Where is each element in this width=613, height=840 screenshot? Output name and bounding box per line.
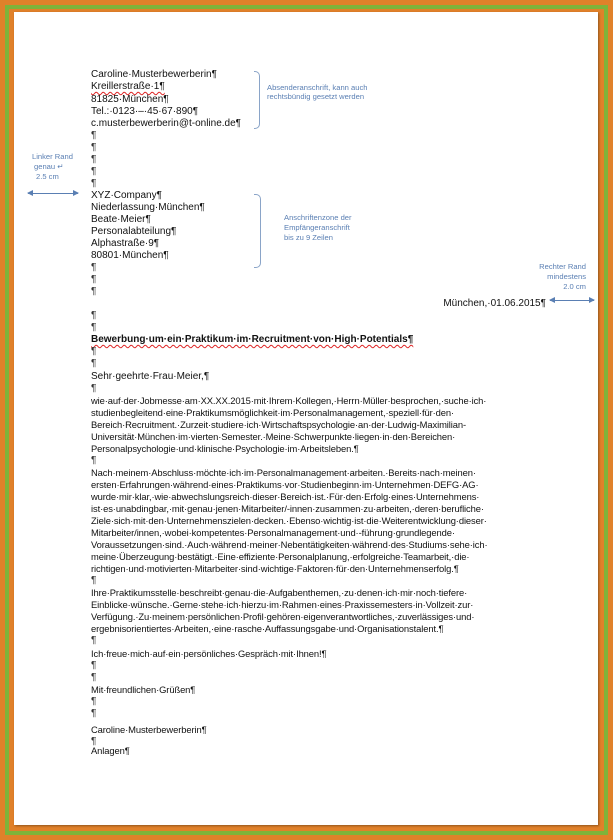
recipient-line-3: Beate·Meier¶ [91, 214, 151, 225]
subject-text: Bewerbung·um·ein·Praktikum·im·Recruitment·von·High·Potentials¶ [91, 334, 414, 345]
recipient-line-6: 80801·München¶ [91, 250, 169, 261]
para1-line: Bereich·Recruitment.·Zurzeit·studiere·ich·Wirtschaftspsychologie·an·der·Ludwig-Maximilian- [91, 419, 466, 430]
para3-line: Einblicke·wünsche.·Gerne·stehe·ich·hierzu·im·Rahmen·eines·Praxissemesters·in·Vollzeit·zur· [91, 599, 474, 610]
annotation-right-margin-2: mindestens [547, 272, 586, 281]
empty-paragraph: ¶ [91, 178, 97, 189]
para1-line: Universität·München·im·vierten·Semester.·Meine·Schwerpunkte·liegen·in·den·Bereichen· [91, 431, 456, 442]
sender-brace [254, 71, 260, 129]
empty-paragraph: ¶ [91, 383, 97, 394]
empty-paragraph: ¶ [91, 130, 97, 141]
empty-paragraph: ¶ [91, 455, 97, 466]
para2-line: meine·Überzeugung·bestätigt.·Eine·effiziente·Personalplanung,·erfolgreiche·Teamarbeit,·die· [91, 551, 470, 562]
annotation-right-margin-3: 2.0 cm [563, 282, 586, 291]
para2-line: Nach·meinem·Abschluss·möchte·ich·im·Personalmanagement·arbeiten.·Bereits·nach·meinen· [91, 467, 476, 478]
empty-paragraph: ¶ [91, 346, 97, 357]
recipient-brace [254, 194, 261, 268]
salutation: Sehr·geehrte·Frau·Meier,¶ [91, 371, 210, 382]
recipient-line-1: XYZ·Company¶ [91, 190, 162, 201]
recipient-line-4: Personalabteilung¶ [91, 226, 177, 237]
empty-paragraph: ¶ [91, 166, 97, 177]
annotation-address-zone-3: bis zu 9 Zeilen [284, 233, 333, 242]
empty-paragraph: ¶ [91, 635, 97, 646]
empty-paragraph: ¶ [91, 310, 97, 321]
para3-line: Verfügung.·Zu·meinem·persönlichen·Profil·gehören·eigenverantwortliches,·zuverlässiges·und· [91, 611, 475, 622]
empty-paragraph: ¶ [91, 696, 97, 707]
sender-street [91, 81, 165, 93]
recipient-line-5: Alphastraße·9¶ [91, 238, 160, 249]
attachments: Anlagen¶ [91, 745, 130, 756]
para1-line: Personalpsychologie·und·klinische·Psychologie·im·Arbeitsleben.¶ [91, 443, 359, 454]
sender-name: Caroline·Musterbewerberin¶ [91, 69, 217, 80]
date-line: München,·01.06.2015¶ [443, 298, 546, 309]
annotation-sender-note-2: rechtsbündig gesetzt werden [267, 92, 365, 101]
annotation-left-margin-2: genau ↵ [34, 162, 64, 171]
signature-name: Caroline·Musterbewerberin¶ [91, 724, 207, 735]
sender-city: 81825·München¶ [91, 94, 169, 105]
greeting: Mit·freundlichen·Grüßen¶ [91, 684, 196, 695]
annotation-address-zone-2: Empfängeranschrift [284, 223, 350, 232]
para3-line: ergebnisorientiertes·Arbeiten,·eine·rasche·Auffassungsgabe·und·Organisationstalent.¶ [91, 623, 444, 634]
annotation-right-margin-1: Rechter Rand [539, 262, 586, 271]
empty-paragraph: ¶ [91, 286, 97, 297]
empty-paragraph: ¶ [91, 575, 97, 586]
recipient-line-2: Niederlassung·München¶ [91, 202, 205, 213]
sender-phone: Tel.:·0123·–·45·67·890¶ [91, 106, 199, 117]
annotation-left-margin-3: 2.5 cm [36, 172, 59, 181]
empty-paragraph: ¶ [91, 672, 97, 683]
empty-paragraph: ¶ [91, 274, 97, 285]
right-margin-arrow-icon [550, 300, 594, 301]
closing-sentence: Ich·freue·mich·auf·ein·persönliches·Gespräch·mit·Ihnen!¶ [91, 648, 327, 659]
para2-line: wurde·mir·klar,·wie·abwechslungsreich·dieser·Bereich·ist.·Für·den·Erfolg·eines·Unternehmens· [91, 491, 480, 502]
empty-paragraph: ¶ [91, 358, 97, 369]
para1-line: wie·auf·der·Jobmesse·am·XX.XX.2015·mit·Ihrem·Kollegen,·Herrn·Müller·besprochen,·suche·ich· [91, 395, 487, 406]
para2-line: richtigen·und·motivierten·Mitarbeiter·sind·wichtige·Faktoren·für·den·Unternehmenserfolg.¶ [91, 563, 459, 574]
sender-street-text: Kreillerstraße·1¶ [91, 81, 165, 92]
empty-paragraph: ¶ [91, 708, 97, 719]
annotation-left-margin-1: Linker Rand [32, 152, 73, 161]
para2-line: ist·es·unabdingbar,·mit·genau·jenen·Mitarbeiter/-innen·zusammen·zu·arbeiten,·deren·berufliche· [91, 503, 484, 514]
para1-line: studienbegleitend·eine·Praktikumsmöglichkeit·im·Personalmanagement,·speziell·für·den· [91, 407, 455, 418]
empty-paragraph: ¶ [91, 142, 97, 153]
empty-paragraph: ¶ [91, 736, 97, 747]
para2-line: Mitarbeiter/innen,·wobei·kompetentes·Personalmanagement·und·-führung·grundlegende· [91, 527, 455, 538]
subject-line [91, 334, 413, 346]
empty-paragraph: ¶ [91, 660, 97, 671]
annotation-sender-note-1: Absenderanschrift, kann auch [267, 83, 368, 92]
document-page [14, 12, 598, 825]
para2-line: Ziele·sich·mit·den·Unternehmenszielen·decken.·Ebenso·wichtig·ist·die·Weiterentwicklung·dieser· [91, 515, 487, 526]
left-margin-arrow-icon [28, 193, 78, 194]
para3-line: Ihre·Praktikumsstelle·beschreibt·genau·die·Aufgabenthemen,·zu·denen·ich·mir·noch·tiefere· [91, 587, 468, 598]
para2-line: ersten·Erfahrungen·während·eines·Praktikums·vor·Studienbeginn·im·Unternehmen·DEFG·AG· [91, 479, 479, 490]
empty-paragraph: ¶ [91, 154, 97, 165]
empty-paragraph: ¶ [91, 262, 97, 273]
annotation-address-zone-1: Anschriftenzone der [284, 213, 352, 222]
sender-email: c.musterbewerberin@t-online.de¶ [91, 118, 242, 129]
para2-line: Voraussetzungen·sind.·Auch·während·meiner·Nebentätigkeiten·während·des·Studiums·sehe·ich· [91, 539, 488, 550]
empty-paragraph: ¶ [91, 322, 97, 333]
